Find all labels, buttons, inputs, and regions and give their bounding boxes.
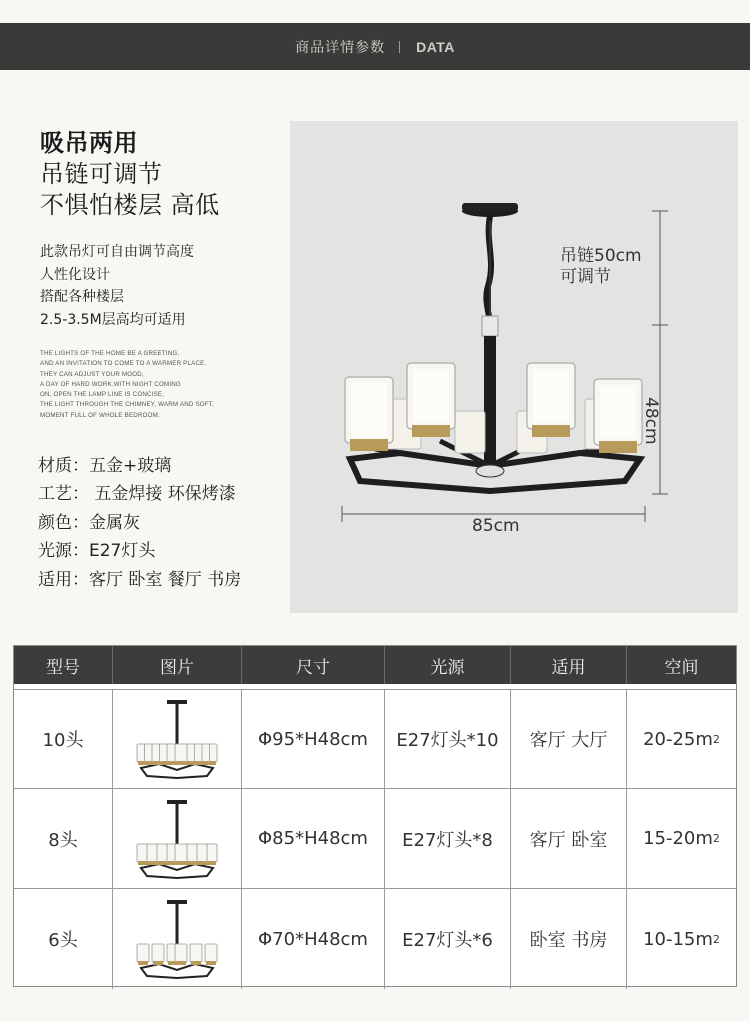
cell-room: 客厅 卧室	[511, 789, 627, 888]
table-row	[14, 889, 736, 989]
cell-light: E27灯头*6	[385, 889, 511, 989]
english-line: A DAY OF HARD WORK.WITH NIGHT COMING	[40, 380, 181, 388]
table-header	[14, 646, 736, 684]
cell-image	[113, 789, 242, 888]
cell-model: 10头	[14, 690, 113, 788]
description-line: 人性化设计	[40, 266, 110, 283]
model-spec-table	[13, 645, 737, 987]
header-title-en: DATA	[416, 38, 455, 55]
column-header-space: 空间	[664, 657, 699, 678]
cell-space	[627, 889, 736, 989]
english-line: AND AN INVITATION TO COME TO A WARMER PLACE.	[40, 360, 207, 368]
header-title-cn: 商品详情参数	[295, 39, 386, 56]
cell-space	[627, 690, 736, 788]
spec-applicable: 适用：客厅 卧室 餐厅 书房	[38, 569, 242, 590]
table-row	[14, 789, 736, 889]
cell-room: 客厅 大厅	[511, 690, 627, 788]
description	[40, 241, 194, 331]
spec-list	[38, 452, 241, 594]
column-header-image: 图片	[113, 646, 242, 684]
space-unit-superscript: 2	[712, 732, 720, 746]
chandelier-thumbnail	[129, 898, 225, 980]
cell-model: 6头	[14, 889, 113, 989]
description-line: 2.5-3.5M层高均可适用	[40, 311, 186, 328]
product-photo	[290, 121, 738, 613]
headline-line-2: 吊链可调节	[40, 160, 163, 188]
cell-size: Φ95*H48cm	[242, 690, 385, 788]
chain-length-label: 吊链50cm	[560, 246, 642, 266]
headline-line-1: 吸吊两用	[40, 129, 138, 157]
english-line: THEY CAN ADJUST YOUR MOOD,	[40, 370, 144, 378]
chandelier-illustration	[290, 121, 738, 613]
space-value: 10-15m	[643, 928, 713, 950]
chandelier-thumbnail	[129, 698, 225, 780]
chandelier-thumbnail	[129, 798, 225, 880]
space-value: 15-20m	[643, 828, 713, 849]
space-unit-superscript: 2	[712, 932, 720, 946]
width-label: 85cm	[472, 516, 520, 536]
english-line: THE LIGHTS OF THE HOME BE A GREETING,	[40, 350, 180, 357]
spec-material: 材质：五金+玻璃	[38, 456, 172, 476]
space-value: 20-25m	[643, 728, 713, 750]
column-header-room: 适用	[511, 646, 627, 684]
header-divider	[399, 41, 400, 53]
description-line: 此款吊灯可自由调节高度	[40, 244, 194, 260]
table-body	[14, 689, 736, 989]
height-label: 48cm	[641, 397, 661, 445]
spec-craft: 工艺： 五金焊接 环保烤漆	[38, 484, 236, 505]
cell-light: E27灯头*10	[385, 690, 511, 788]
english-line: MOMENT FULL OF WHOLE BEDROOM.	[40, 411, 160, 419]
cell-light: E27灯头*8	[385, 789, 511, 888]
height-dimension-line	[652, 211, 668, 494]
english-line: THE LIGHT THROUGH THE CHIMNEY, WARM AND SOFT,	[40, 401, 215, 409]
spec-color: 颜色：金属灰	[38, 512, 140, 533]
cell-size: Φ70*H48cm	[242, 889, 385, 989]
english-copy	[40, 349, 214, 421]
description-line: 搭配各种楼层	[40, 289, 124, 305]
headline-line-3: 不惧怕楼层 高低	[40, 191, 220, 219]
cell-space	[627, 789, 736, 888]
headline	[40, 128, 220, 221]
column-header-size: 尺寸	[242, 646, 385, 684]
table-row	[14, 689, 736, 789]
cell-size: Φ85*H48cm	[242, 789, 385, 888]
detail-header-bar	[0, 23, 750, 70]
spec-light-source: 光源：E27灯头	[38, 541, 156, 562]
cell-room: 卧室 书房	[511, 889, 627, 989]
cell-model: 8头	[14, 789, 113, 888]
column-header-model: 型号	[14, 646, 113, 684]
space-unit-superscript: 2	[712, 832, 720, 845]
column-header-light: 光源	[385, 646, 511, 684]
cell-image	[113, 889, 242, 989]
cell-image	[113, 690, 242, 788]
english-line: ON, OPEN THE LAMP LINE IS CONCISE,	[40, 391, 165, 399]
chain-adjustable-label: 可调节	[560, 267, 611, 287]
